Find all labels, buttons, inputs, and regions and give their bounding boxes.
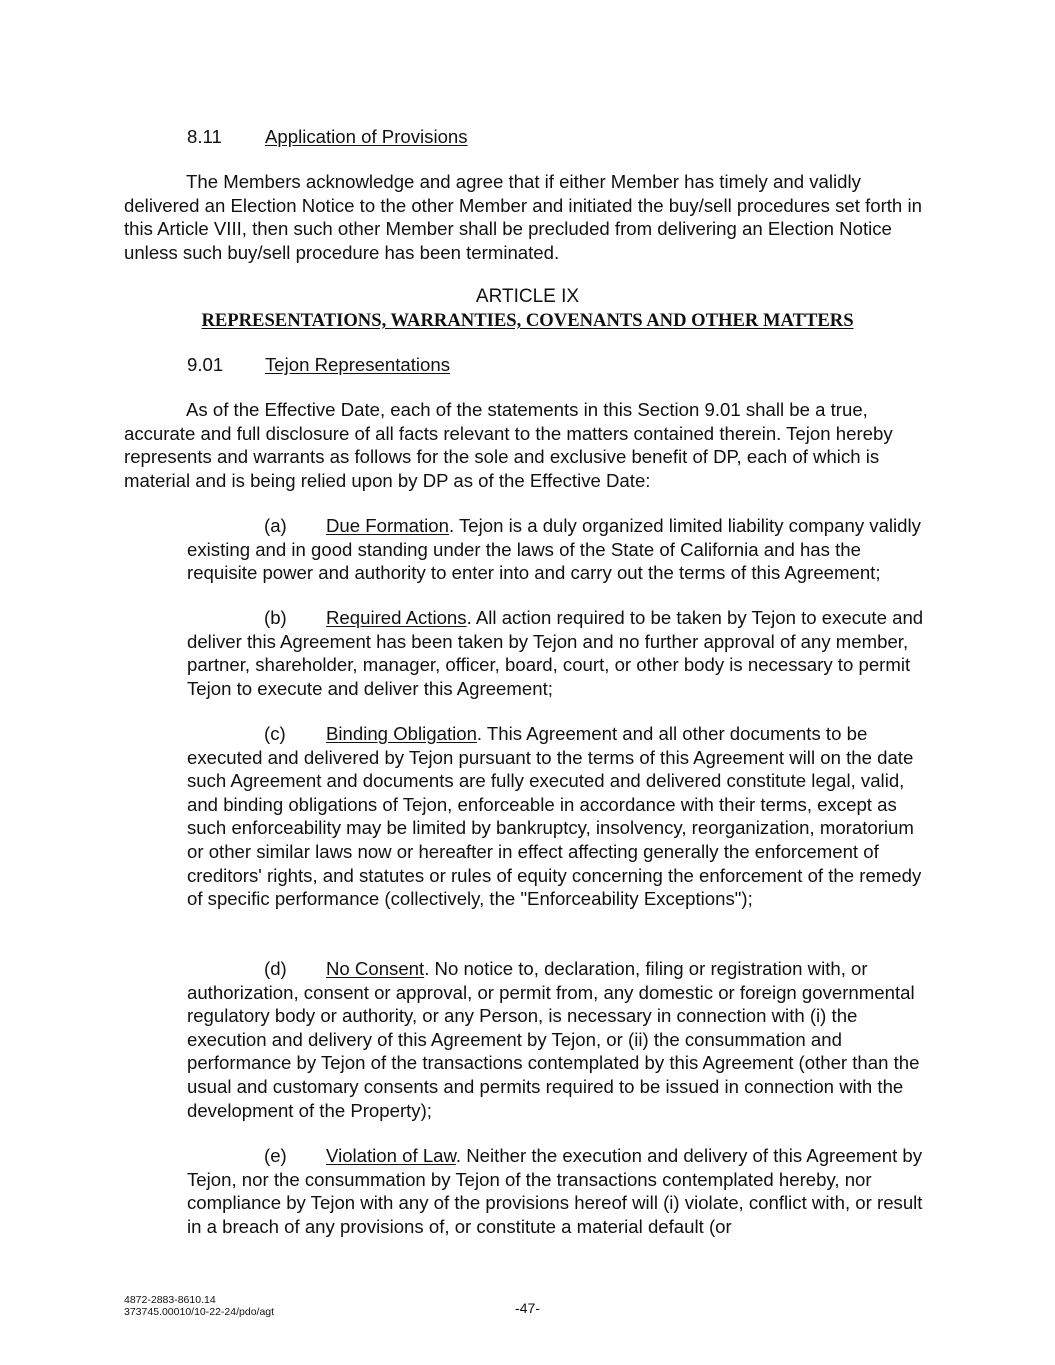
clause-b (187, 606, 927, 700)
section-number: 9.01 (187, 354, 224, 375)
section-title: Tejon Representations (265, 354, 451, 375)
clause-d (187, 957, 935, 1122)
article-subtitle: REPRESENTATIONS, WARRANTIES, COVENANTS AND OTHER MATTERS (201, 310, 854, 331)
clause-label: (c) (264, 723, 286, 744)
footer-doc-id: 4872-2883-8610.14 (124, 1294, 216, 1306)
clause-title: Violation of Law (326, 1145, 456, 1166)
section-8-11-heading (187, 125, 887, 149)
footer-file-ref: 373745.00010/10-22-24/pdo/agt (124, 1306, 275, 1318)
clause-a (187, 514, 932, 585)
section-number: 8.11 (187, 126, 222, 147)
clause-title: No Consent (326, 958, 425, 979)
clause-label: (d) (264, 958, 287, 979)
section-8-11-body (124, 170, 924, 264)
clause-text: . This Agreement and all other documents to be executed and delivered by Tejon pursuant to the terms of this Agreement will on the date such Agreement and documents are fully executed and delivered constitute legal, valid, and binding obligations of Tejon, enforceable in accordance with their terms, except as such enforceability may be limited by bankruptcy, insolvency, reorganization, moratorium or other similar laws now or hereafter in effect affecting generally the enforcement of creditors' rights, and statutes or rules of equity concerning the enforcement of the remedy of specific performance (collectively, the "Enforceability Exceptions"); (187, 723, 922, 910)
section-body-text: As of the Effective Date, each of the statements in this Section 9.01 shall be a true, accurate and full disclosure of all facts relevant to the matters contained therein. Tejon hereby represents and warrants as follows for the sole and exclusive benefit of DP, each of which is material and is being relied upon by DP as of the Effective Date: (124, 399, 893, 491)
clause-e (187, 1144, 935, 1238)
clause-c (187, 722, 932, 911)
clause-label: (a) (264, 515, 287, 536)
clause-title: Due Formation (326, 515, 449, 536)
clause-title: Binding Obligation (326, 723, 477, 744)
clause-title: Required Actions (326, 607, 467, 628)
section-9-01-heading (187, 353, 887, 377)
clause-label: (e) (264, 1145, 287, 1166)
clause-text: . Tejon is a duly organized limited liability company validly existing and in good standing under the laws of the State of California and has the requisite power and authority to enter into and carry out the terms of this Agreement; (187, 515, 921, 584)
clause-label: (b) (264, 607, 287, 628)
section-title: Application of Provisions (265, 126, 468, 147)
section-9-01-body (124, 398, 924, 492)
clause-text: . All action required to be taken by Tejon to execute and deliver this Agreement has been taken by Tejon and no further approval of any member, partner, shareholder, manager, officer, board, court, or other body is necessary to permit Tejon to execute and deliver this Agreement; (187, 607, 924, 699)
clause-text: . Neither the execution and delivery of this Agreement by Tejon, nor the consummation by Tejon of the transactions contemplated hereby, nor compliance by Tejon with any of the provisions hereof will (i) violate, conflict with, or result in a breach of any provisions of, or constitute a material default (or (187, 1145, 923, 1237)
section-body-text: The Members acknowledge and agree that if either Member has timely and validly delivered an Election Notice to the other Member and initiated the buy/sell procedures set forth in this Article VIII, then such other Member shall be precluded from delivering an Election Notice unless such buy/sell procedure has been terminated. (124, 171, 922, 263)
page-number: -47- (515, 1300, 540, 1316)
clause-text: . No notice to, declaration, filing or registration with, or authorization, consent or approval, or permit from, any domestic or foreign governmental regulatory body or authority, or any Person, is necessary in connection with (i) the execution and delivery of this Agreement by Tejon, or (ii) the consummation and performance by Tejon of the transactions contemplated by this Agreement (other than the usual and customary consents and permits required to be issued in connection with the development of the Property); (187, 958, 920, 1121)
footer-ids (124, 1294, 274, 1318)
article-title: ARTICLE IX (475, 286, 580, 307)
